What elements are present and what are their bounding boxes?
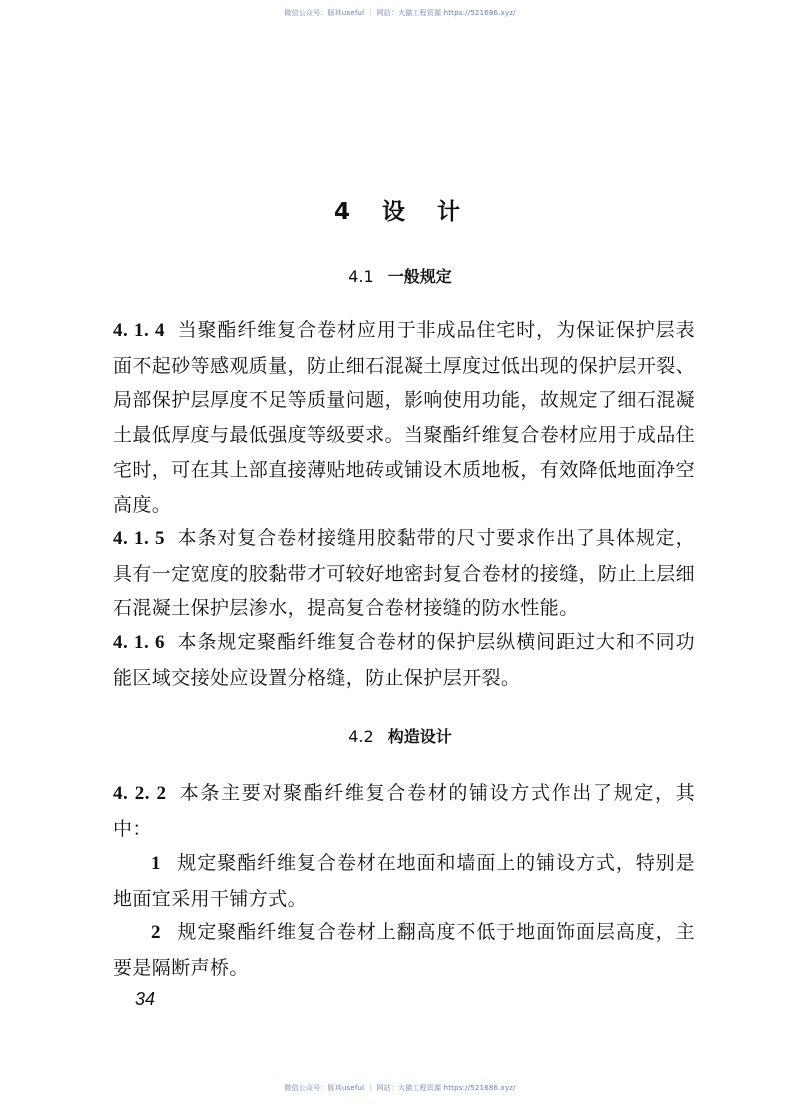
item-text: 规定聚酯纤维复合卷材上翻高度不低于地面饰面层高度，主要是隔断声桥。 [113,921,695,979]
section-heading: 一般规定 [387,267,452,286]
clause-4-2-2 [113,776,695,846]
page-number: 34 [135,989,156,1009]
clause-text: 当聚酯纤维复合卷材应用于非成品住宅时，为保证保护层表面不起砂等感观质量，防止细石混凝土厚度过低出现的保护层开裂、局部保护层厚度不足等质量问题，影响使用功能，故规定了细石混凝土最低厚度与最低强度等级要求。当聚酯纤维复合卷材应用于成品住宅时，可在其上部直接薄贴地砖或铺设木质地板，有效降低地面净空高度。 [113,319,696,516]
clause-text: 本条规定聚酯纤维复合卷材的保护层纵横间距过大和不同功能区域交接处应设置分格缝，防止保护层开裂。 [113,631,695,689]
list-item-2 [113,915,695,985]
chapter-title: 4 设 计 [333,199,467,225]
clause-4-1-4 [113,313,695,522]
list-item-1 [113,846,695,916]
watermark-bottom: 微信公众号：豚其useful ｜ 网站：大猫工程资源 https://521686.xyz/ [284,1084,516,1092]
clause-number: 4. 2. 2 [113,783,167,804]
clause-text: 本条对复合卷材接缝用胶黏带的尺寸要求作出了具体规定，具有一定宽度的胶黏带才可较好地密封复合卷材的接缝，防止上层细石混凝土保护层渗水，提高复合卷材接缝的防水性能。 [113,527,696,620]
item-text: 规定聚酯纤维复合卷材在地面和墙面上的铺设方式，特别是地面宜采用干铺方式。 [113,852,695,910]
section-heading: 构造设计 [387,727,452,746]
clause-number: 4. 1. 6 [113,632,166,653]
clause-4-1-6 [113,625,695,695]
watermark-top: 微信公众号：豚其useful ｜ 网站：大猫工程资源 https://521686.xyz/ [284,9,516,17]
item-number: 2 [151,922,161,943]
section-title-4-2 [0,724,800,747]
section-title-4-1 [0,264,800,287]
clause-4-1-5 [113,521,695,626]
clause-number: 4. 1. 4 [113,320,166,341]
section-number: 4.2 [348,727,374,746]
clause-text: 本条主要对聚酯纤维复合卷材的铺设方式作出了规定，其中： [113,782,695,840]
section-number: 4.1 [348,267,374,286]
clause-number: 4. 1. 5 [113,528,166,549]
item-number: 1 [151,853,161,874]
